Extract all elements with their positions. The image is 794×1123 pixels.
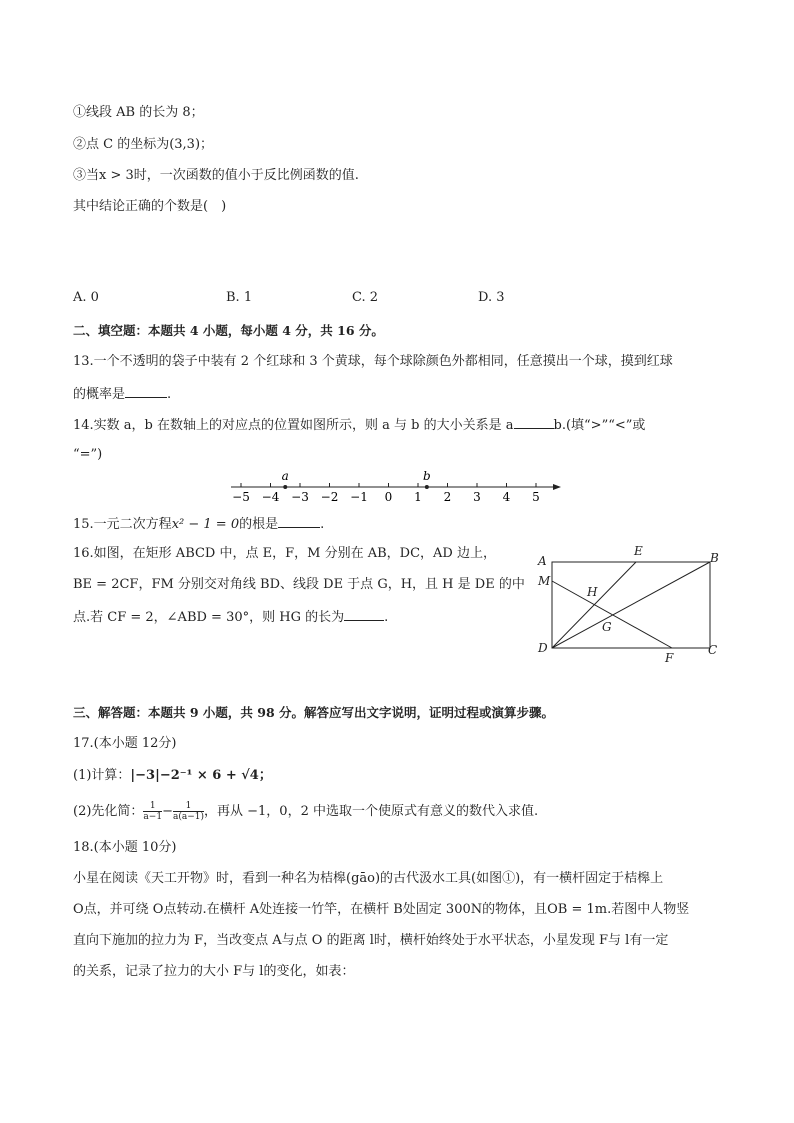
conclusion-1: ①线段 AB 的长为 8； xyxy=(73,105,204,120)
q16-period: . xyxy=(384,610,389,625)
number-line-tick-label: −2 xyxy=(320,490,339,504)
q14-text-b: b.(填“>”“<”或 xyxy=(553,418,646,433)
option-d: D. 3 xyxy=(478,290,505,305)
number-line-tick-label: 2 xyxy=(443,490,452,504)
q17-part2-text: ，再从 −1，0，2 中选取一个使原式有意义的数代入求值. xyxy=(204,804,539,819)
q16-line2: BE = 2CF，FM 分别交对角线 BD、线段 DE 于点 G，H，且 H 是 DE 的中 xyxy=(73,577,525,592)
q14-answer-blank xyxy=(514,414,554,429)
q18-heading: 18.(本小题 10分) xyxy=(73,840,177,855)
question-12-prompt: 其中结论正确的个数是( ) xyxy=(73,199,227,214)
point-b-dot xyxy=(425,485,429,489)
q16-line3 xyxy=(73,606,388,628)
q15-answer-blank xyxy=(278,513,320,528)
number-line-tick-label: 0 xyxy=(384,490,393,504)
q16-answer-blank xyxy=(344,606,384,621)
number-line-arrow xyxy=(553,484,561,490)
q17-part1-label: (1)计算： xyxy=(73,768,131,783)
label-m: M xyxy=(538,574,551,588)
label-c: C xyxy=(708,643,718,657)
label-h: H xyxy=(587,585,598,599)
point-b-label: b xyxy=(423,469,431,483)
fraction-1: $\frac{1}{a-1}$ xyxy=(143,801,163,822)
point-a-dot xyxy=(283,485,287,489)
q17-part2-label: (2)先化简： xyxy=(73,804,144,819)
number-line-tick-label: −1 xyxy=(350,490,368,504)
q17-part1-expression: |−3|−2⁻¹ × 6 + √4； xyxy=(130,768,272,783)
option-c: C. 2 xyxy=(352,290,379,305)
q13-line1: 13.一个不透明的袋子中装有 2 个红球和 3 个黄球，每个球除颜色外都相同，任意摸出一个球，摸到红球 xyxy=(73,354,673,369)
q15-text-a: 15.一元二次方程 xyxy=(73,517,172,532)
q17-part1 xyxy=(73,766,272,786)
q15-text-b: 的根是 xyxy=(239,517,279,532)
conclusion-2: ②点 C 的坐标为(3,3)； xyxy=(73,137,214,152)
label-f: F xyxy=(665,651,674,663)
q13-line2 xyxy=(73,383,171,405)
q14-line1 xyxy=(73,414,645,436)
q17-part2 xyxy=(73,799,538,825)
number-line-tick-label: −5 xyxy=(232,490,250,504)
q17-heading: 17.(本小题 12分) xyxy=(73,736,177,751)
number-line-tick-label: 1 xyxy=(414,490,422,504)
q13-answer-blank xyxy=(125,383,167,398)
q18-line4: 的关系，记录了拉力的大小 F与 l的变化，如表： xyxy=(73,964,355,979)
option-b: B. 1 xyxy=(226,290,253,305)
number-line-tick-label: −4 xyxy=(261,490,280,504)
q14-line2: “=”) xyxy=(73,447,103,462)
rectangle-figure xyxy=(530,538,730,663)
q13-period: . xyxy=(167,387,172,402)
q18-line3: 直向下施加的拉力为 F，当改变点 A与点 O 的距离 l时，横杆始终处于水平状态，小星发现 F与 l有一定 xyxy=(73,933,669,948)
diagonal-bd xyxy=(552,562,710,648)
q18-line1: 小星在阅读《天工开物》时，看到一种名为桔槔(gāo)的古代汲水工具(如图①)，有一横杆固定于桔槔上 xyxy=(73,871,664,886)
point-a-label: a xyxy=(281,469,289,483)
label-a: A xyxy=(538,554,547,568)
minus-sign: − xyxy=(162,804,173,819)
conclusion-3: ③当x > 3时，一次函数的值小于反比例函数的值. xyxy=(73,168,359,183)
q15-line xyxy=(73,513,324,535)
option-a: A. 0 xyxy=(73,290,99,305)
label-g: G xyxy=(602,620,612,634)
number-line-tick-label: 4 xyxy=(502,490,511,504)
q15-equation: x² − 1 = 0 xyxy=(171,517,240,532)
label-d: D xyxy=(538,641,548,655)
number-line-tick-label: −3 xyxy=(291,490,309,504)
section-2-title: 二、填空题：本题共 4 小题，每小题 4 分，共 16 分。 xyxy=(73,323,384,338)
q14-text-a: 14.实数 a，b 在数轴上的对应点的位置如图所示，则 a 与 b 的大小关系是 a xyxy=(73,418,514,433)
q13-text: 的概率是 xyxy=(73,387,126,402)
q18-line2: O点，并可绕 O点转动.在横杆 A处连接一竹竿，在横杆 B处固定 300N的物体，且OB = 1m.若图中人物竖 xyxy=(73,902,690,917)
label-b: B xyxy=(710,551,719,565)
fraction-2: $\frac{1}{a(a-1)}$ xyxy=(172,801,204,822)
section-3-title: 三、解答题：本题共 9 小题，共 98 分。解答应写出文字说明，证明过程或演算步骤。 xyxy=(73,705,555,720)
q16-line1: 16.如图，在矩形 ABCD 中，点 E，F，M 分别在 AB，DC，AD 边上， xyxy=(73,546,496,561)
number-line-tick-label: 3 xyxy=(473,490,481,504)
q15-period: . xyxy=(320,517,325,532)
number-line-figure xyxy=(225,468,570,508)
q16-text: 点.若 CF = 2，∠ABD = 30°，则 HG 的长为 xyxy=(73,610,345,625)
label-e: E xyxy=(634,544,643,558)
number-line-tick-label: 5 xyxy=(532,490,540,504)
